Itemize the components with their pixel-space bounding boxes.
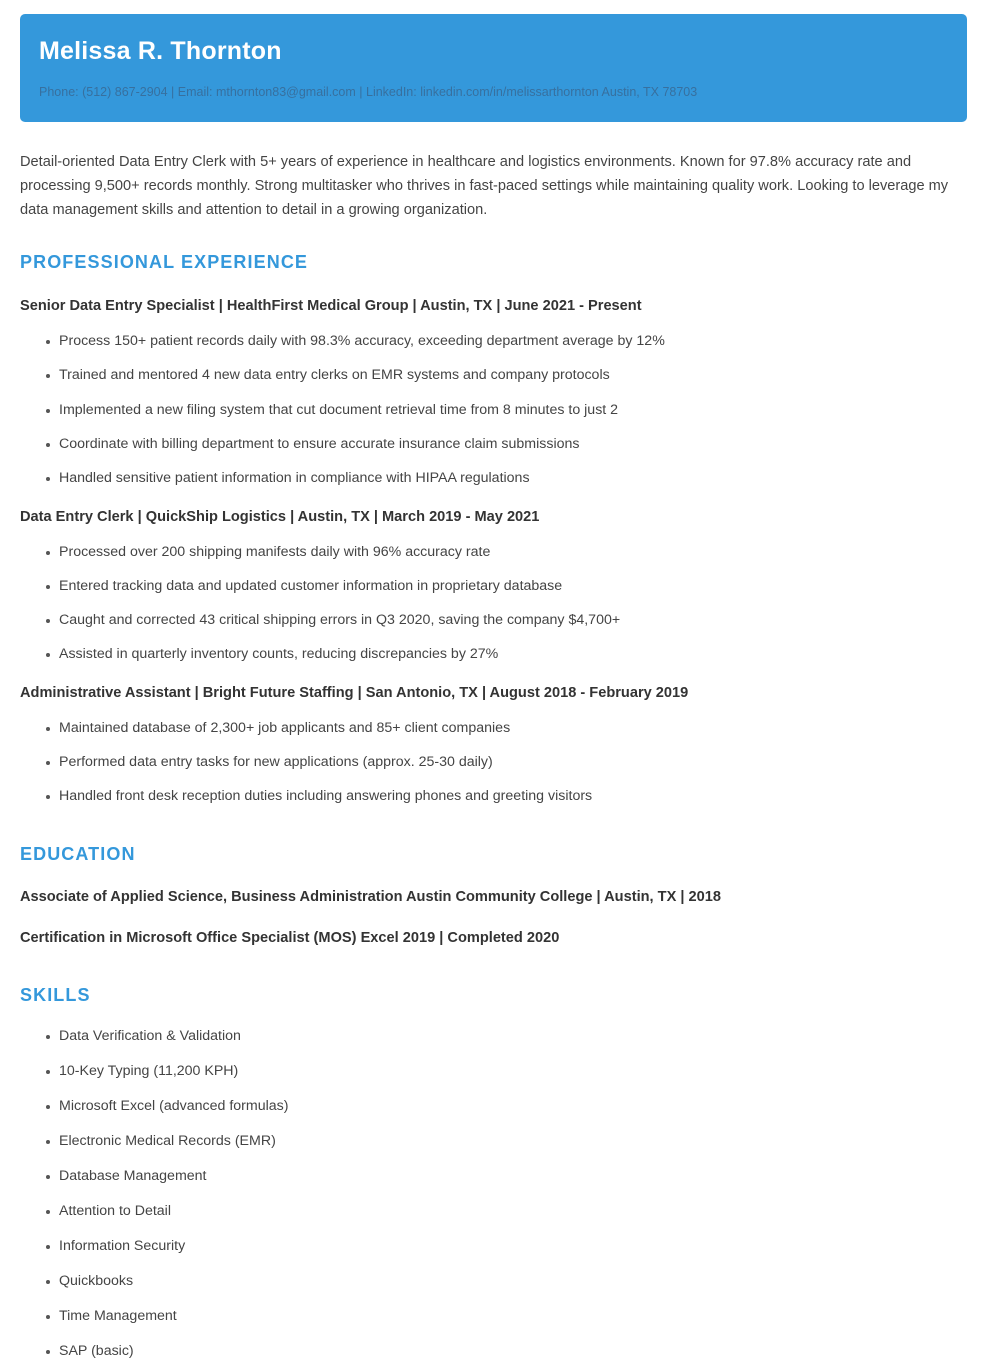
contact-info-line: Phone: (512) 867-2904 | Email: mthornton83@gmail.com | LinkedIn: linkedin.com/in/melissarthornton Austin, TX 78703 — [39, 84, 698, 99]
education-entry-1: Certification in Microsoft Office Specialist (MOS) Excel 2019 | Completed 2020 — [20, 929, 560, 946]
professional-summary: Detail-oriented Data Entry Clerk with 5+ years of experience in healthcare and logistics environments. Known for 97.8% accuracy rate and processing 9,500+ records monthly. Strong multitasker who thrives in fast-paced settings while maintaining quality work. Looking to leverage my data management skills and attention to detail in a growing organization. — [20, 154, 949, 218]
job-bullets-0 — [20, 333, 969, 486]
job-title-2: Administrative Assistant | Bright Future Staffing | San Antonio, TX | August 2018 - February 2019 — [20, 684, 689, 701]
resume-body — [0, 151, 989, 1360]
section-professional-experience — [20, 252, 969, 804]
list-item: Implemented a new filing system that cut document retrieval time from 8 minutes to just 2 — [20, 402, 969, 419]
resume-page — [0, 14, 989, 1360]
list-item: Electronic Medical Records (EMR) — [20, 1133, 969, 1150]
list-item: Process 150+ patient records daily with 98.3% accuracy, exceeding department average by 12% — [20, 333, 969, 350]
job-title-1: Data Entry Clerk | QuickShip Logistics | Austin, TX | March 2019 - May 2021 — [20, 508, 540, 525]
list-item: Handled sensitive patient information in compliance with HIPAA regulations — [20, 470, 969, 487]
job-bullets-2 — [20, 720, 969, 805]
section-heading-skills: SKILLS — [20, 984, 91, 1005]
section-heading-education: EDUCATION — [20, 843, 136, 864]
list-item: SAP (basic) — [20, 1343, 969, 1360]
list-item: Maintained database of 2,300+ job applicants and 85+ client companies — [20, 720, 969, 737]
list-item: Attention to Detail — [20, 1203, 969, 1220]
candidate-name: Melissa R. Thornton — [39, 37, 282, 65]
list-item: Trained and mentored 4 new data entry clerks on EMR systems and company protocols — [20, 367, 969, 384]
section-education — [20, 844, 969, 948]
list-item: Quickbooks — [20, 1273, 969, 1290]
skills-list — [20, 1028, 969, 1360]
list-item: Database Management — [20, 1168, 969, 1185]
list-item: Performed data entry tasks for new applications (approx. 25-30 daily) — [20, 754, 969, 771]
list-item: Caught and corrected 43 critical shipping errors in Q3 2020, saving the company $4,700+ — [20, 612, 969, 629]
list-item: Time Management — [20, 1308, 969, 1325]
job-title-0: Senior Data Entry Specialist | HealthFirst Medical Group | Austin, TX | June 2021 - Present — [20, 298, 642, 315]
list-item: 10-Key Typing (11,200 KPH) — [20, 1063, 969, 1080]
list-item: Processed over 200 shipping manifests daily with 96% accuracy rate — [20, 544, 969, 561]
section-heading-experience: PROFESSIONAL EXPERIENCE — [20, 252, 309, 273]
resume-header-banner — [20, 14, 967, 122]
job-bullets-1 — [20, 544, 969, 663]
list-item: Assisted in quarterly inventory counts, reducing discrepancies by 27% — [20, 646, 969, 663]
education-entry-0: Associate of Applied Science, Business Administration Austin Community College | Austin, TX | 2018 — [20, 888, 721, 905]
list-item: Handled front desk reception duties including answering phones and greeting visitors — [20, 788, 969, 805]
section-skills — [20, 985, 969, 1360]
list-item: Data Verification & Validation — [20, 1028, 969, 1045]
list-item: Information Security — [20, 1238, 969, 1255]
list-item: Microsoft Excel (advanced formulas) — [20, 1098, 969, 1115]
list-item: Entered tracking data and updated customer information in proprietary database — [20, 578, 969, 595]
list-item: Coordinate with billing department to ensure accurate insurance claim submissions — [20, 436, 969, 453]
